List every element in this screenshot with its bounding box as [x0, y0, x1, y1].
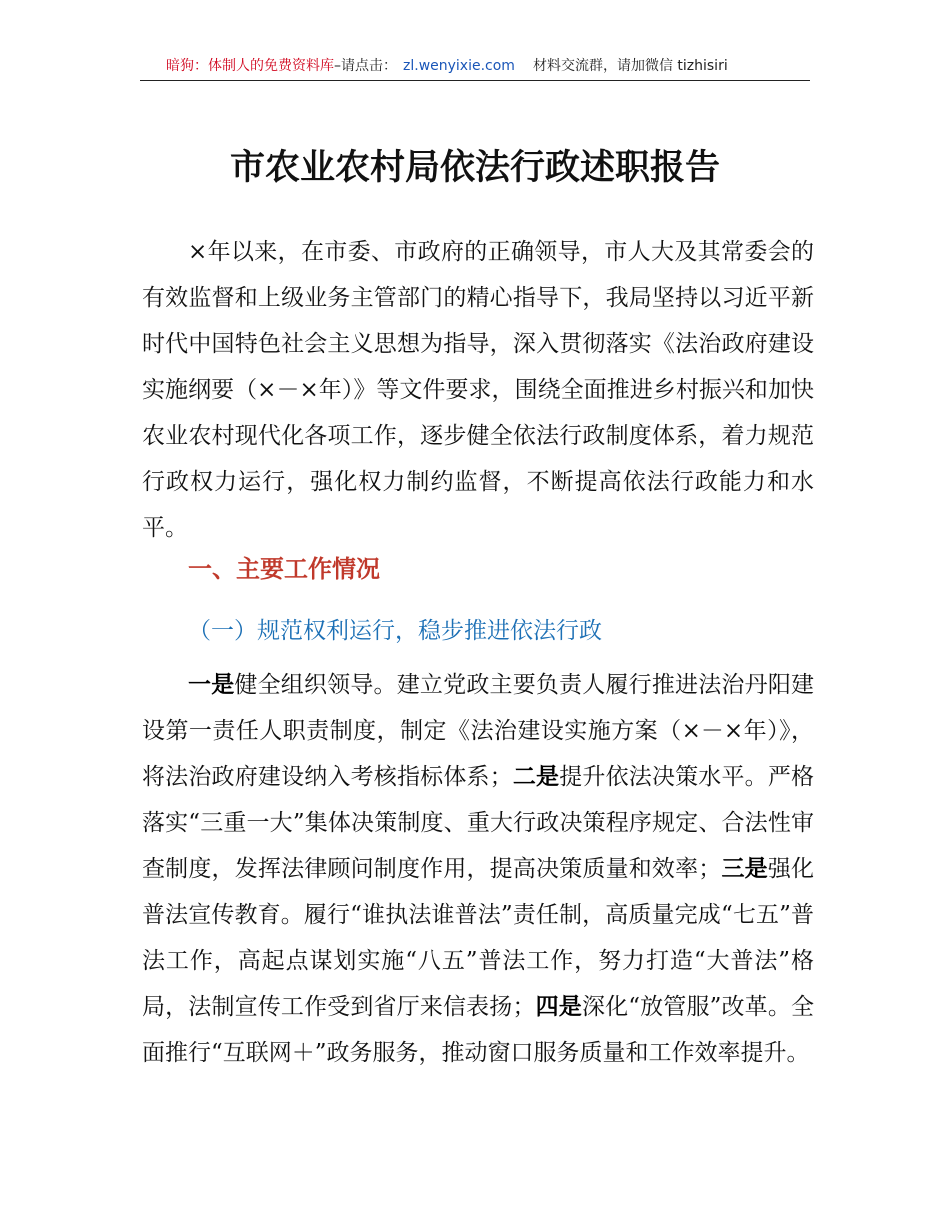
- header-promo-text: 暗狗：体制人的免费资料库: [166, 58, 334, 74]
- work-items-paragraph: [142, 662, 814, 1076]
- section-heading-1: 一、主要工作情况: [188, 555, 380, 583]
- page-header: [140, 52, 810, 81]
- item-4-lead: 四是: [535, 994, 582, 1020]
- item-1-lead: 一是: [188, 672, 235, 698]
- item-2-text: 提升依法决策水平。严格落实“三重一大”集体决策制度、重大行政决策程序规定、合法性审查制度，发挥法律顾问制度作用，提高决策质量和效率；: [142, 764, 815, 882]
- item-3-text: 强化普法宣传教育。履行“谁执法谁普法”责任制，高质量完成“七五”普法工作，高起点谋划实施“八五”普法工作，努力打造“大普法”格局，法制宣传工作受到省厅来信表扬；: [142, 856, 815, 1020]
- item-1-text: 健全组织领导。建立党政主要负责人履行推进法治丹阳建设第一责任人职责制度，制定《法治建设实施方案（×－×年）》，将法治政府建设纳入考核指标体系；: [142, 672, 815, 790]
- subsection-heading-1: （一）规范权利运行，稳步推进依法行政: [188, 618, 602, 644]
- item-4-text: 深化“放管服”改革。全面推行“互联网＋”政务服务，推动窗口服务质量和工作效率提升。: [142, 994, 814, 1066]
- header-click-prompt: –请点击：: [334, 58, 397, 74]
- header-link[interactable]: zl.wenyixie.com: [403, 58, 515, 74]
- header-wechat-text: 材料交流群，请加微信 tizhisiri: [532, 58, 728, 74]
- item-3-lead: 三是: [721, 856, 768, 882]
- document-title: 市农业农村局依法行政述职报告: [229, 147, 720, 188]
- item-2-lead: 二是: [512, 764, 560, 790]
- intro-paragraph: ×年以来，在市委、市政府的正确领导，市人大及其常委会的有效监督和上级业务主管部门的精心指导下，我局坚持以习近平新时代中国特色社会主义思想为指导，深入贯彻落实《法治政府建设实施纲要（×－×年）》等文件要求，围绕全面推进乡村振兴和加快农业农村现代化各项工作，逐步健全依法行政制度体系，着力规范行政权力运行，强化权力制约监督，不断提高依法行政能力和水平。: [142, 239, 814, 541]
